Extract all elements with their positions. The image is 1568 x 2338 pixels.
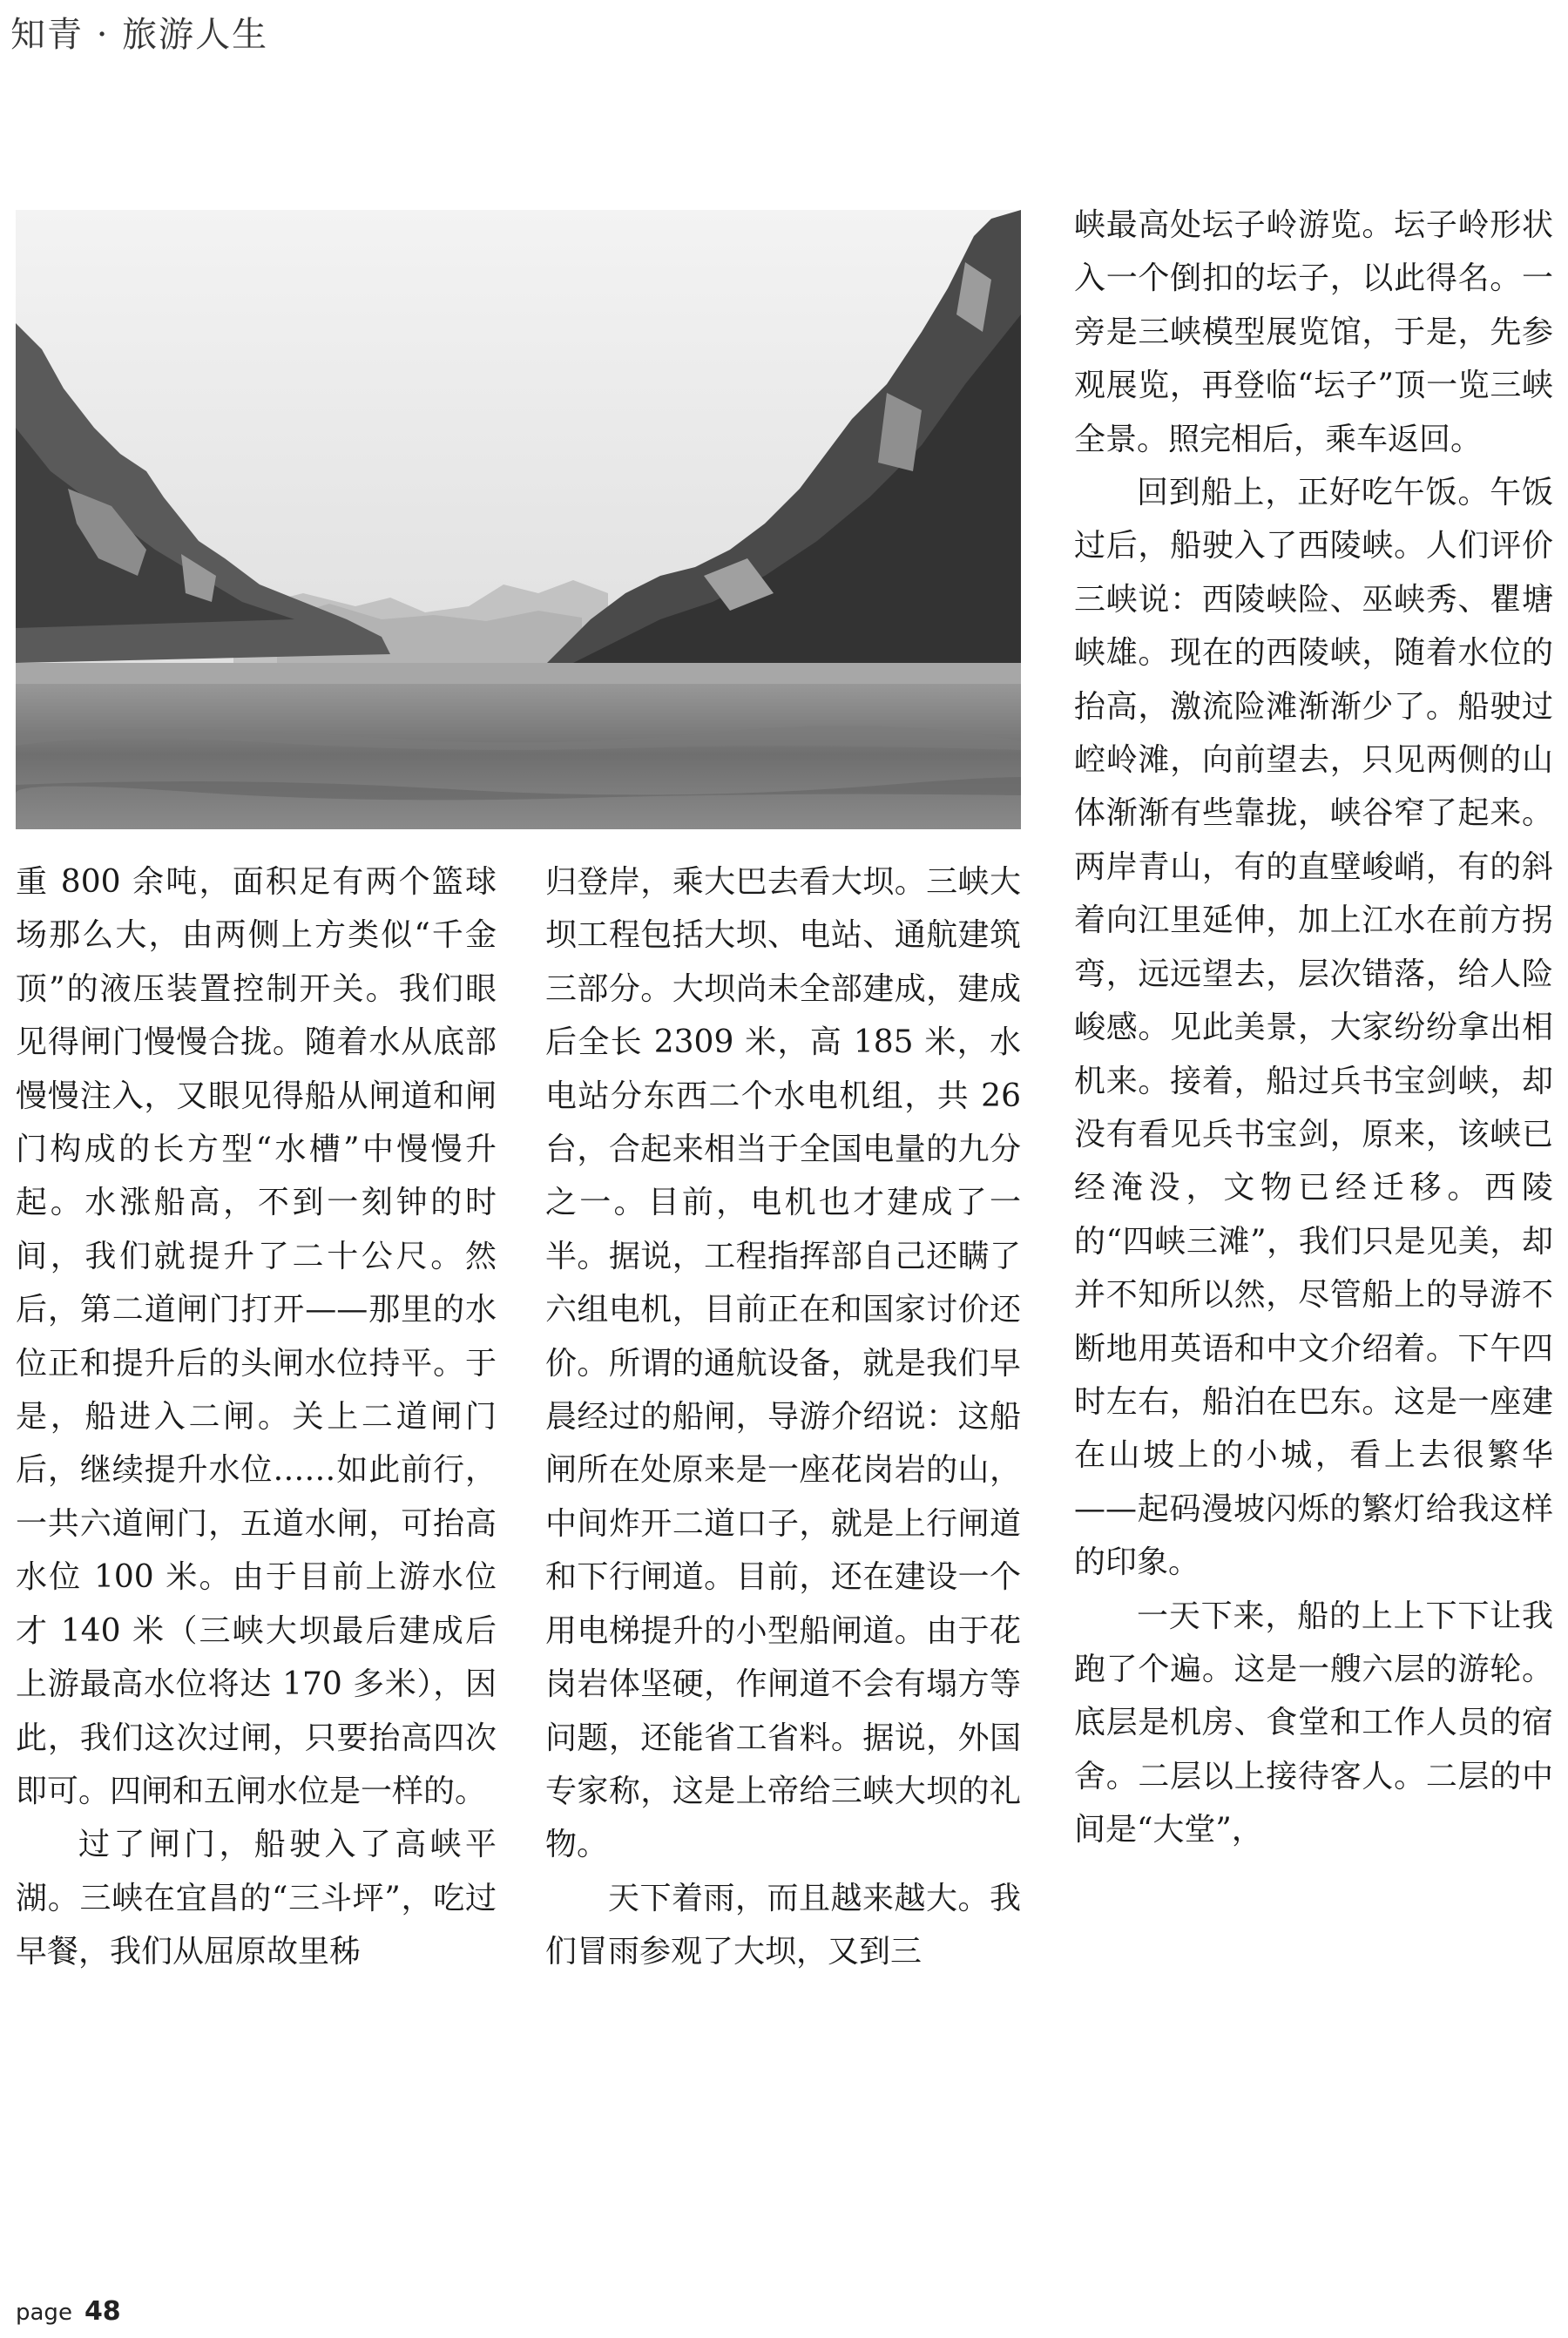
page-number: 48 <box>84 2296 121 2327</box>
paragraph: 一天下来，船的上上下下让我跑了个遍。这是一艘六层的游轮。底层是机房、食堂和工作人员的宿舍。二层以上接待客人。二层的中间是“大堂”， <box>1074 1598 1553 1848</box>
paragraph: 归登岸，乘大巴去看大坝。三峡大坝工程包括大坝、电站、通航建筑三部分。大坝尚未全部建成，建成后全长 2309 米，高 185 米，水电站分东西二个水电机组，共 26 台，合起来相当于全国电量的九分之一。目前，电机也才建成了一半。据说，工程指挥部自己还瞒了六组电机，目前正在和国家讨价还价。所谓的通航设备，就是我们早晨经过的船闸，导游介绍说：这船闸所在处原来是一座花岗岩的山，中间炸开二道口子，就是上行闸道和下行闸道。目前，还在建设一个用电梯提升的小型船闸道。由于花岗岩体坚硬，作闸道不会有塌方等问题，还能省工省料。据说，外国专家称，这是上帝给三峡大坝的礼物。 <box>545 864 1021 1863</box>
gorge-photo <box>16 210 1021 829</box>
paragraph: 峡最高处坛子岭游览。坛子岭形状入一个倒扣的坛子，以此得名。一旁是三峡模型展览馆，于是，先参观展览，再登临“坛子”顶一览三峡全景。照完相后，乘车返回。 <box>1074 207 1553 457</box>
page-label: page <box>16 2300 72 2326</box>
paragraph: 天下着雨，而且越来越大。我们冒雨参观了大坝，又到三 <box>545 1880 1021 1970</box>
paragraph: 回到船上，正好吃午饭。午饭过后，船驶入了西陵峡。人们评价三峡说：西陵峡险、巫峡秀、瞿塘峡雄。现在的西陵峡，随着水位的抬高，激流险滩渐渐少了。船驶过崆岭滩，向前望去，只见两侧的山体渐渐有些靠拢，峡谷窄了起来。两岸青山，有的直壁峻峭，有的斜着向江里延伸，加上江水在前方拐弯，远远望去，层次错落，给人险峻感。见此美景，大家纷纷拿出相机来。接着，船过兵书宝剑峡，却没有看见兵书宝剑，原来，该峡已经淹没，文物已经迁移。西陵的“四峡三滩”，我们只是见美，却并不知所以然，尽管船上的导游不断地用英语和中文介绍着。下午四时左右，船泊在巴东。这是一座建在山坡上的小城，看上去很繁华——起码漫坡闪烁的繁灯给我这样的印象。 <box>1074 475 1553 1581</box>
section-header: 知青 · 旅游人生 <box>10 15 269 55</box>
paragraph: 重 800 余吨，面积足有两个篮球场那么大，由两侧上方类似“千金顶”的液压装置控制开关。我们眼见得闸门慢慢合拢。随着水从底部慢慢注入，又眼见得船从闸道和闸门构成的长方型“水槽”中慢慢升起。水涨船高，不到一刻钟的时间，我们就提升了二十公尺。然后，第二道闸门打开——那里的水位正和提升后的头闸水位持平。于是，船进入二闸。关上二道闸门后，继续提升水位……如此前行，一共六道闸门，五道水闸，可抬高水位 100 米。由于目前上游水位才 140 米（三峡大坝最后建成后上游最高水位将达 170 多米），因此，我们这次过闸，只要抬高四次即可。四闸和五闸水位是一样的。 <box>16 864 497 1809</box>
paragraph: 过了闸门，船驶入了高峡平湖。三峡在宜昌的“三斗坪”，吃过早餐，我们从屈原故里秭 <box>16 1827 497 1970</box>
text-column-2 <box>545 855 1021 1979</box>
page-footer <box>16 2296 121 2327</box>
text-column-3 <box>1074 199 1553 1857</box>
text-column-1 <box>16 855 497 1979</box>
